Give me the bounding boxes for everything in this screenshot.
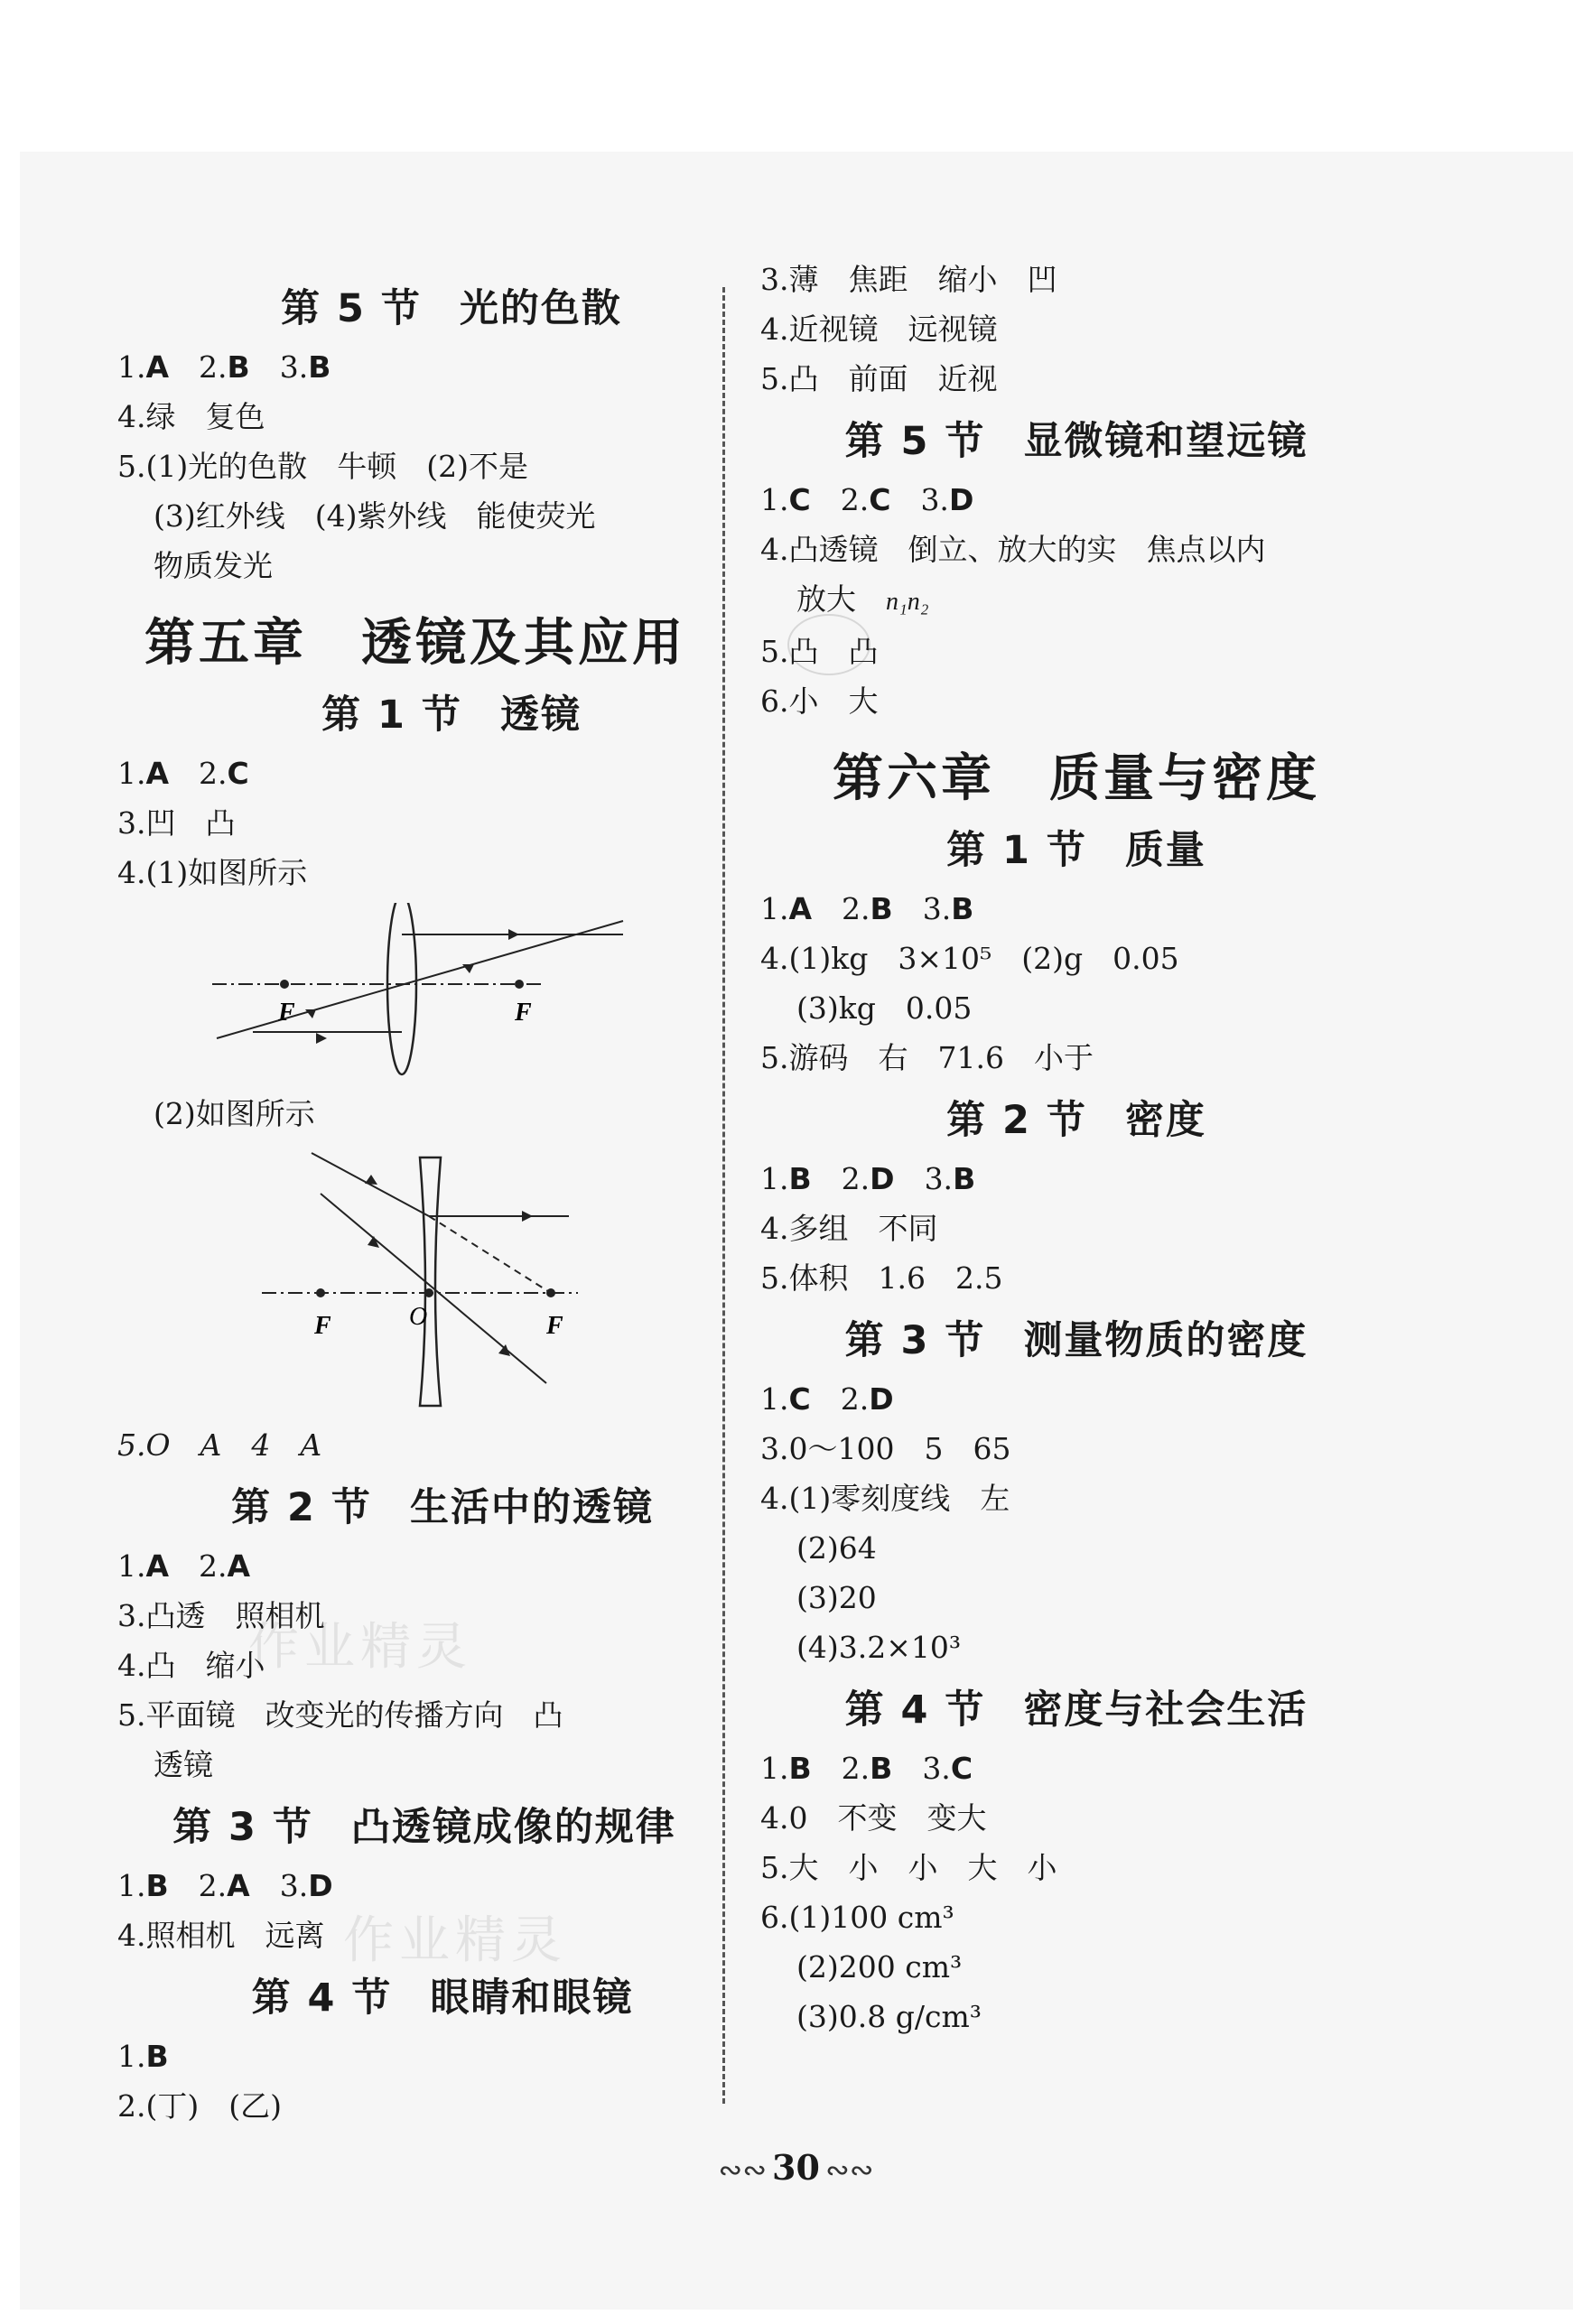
answer-line: 1.B 2.B 3.C <box>760 1751 973 1786</box>
answer-line: 4.绿 复色 <box>117 399 265 434</box>
answer-line: 3.0～100 5 65 <box>760 1431 1011 1466</box>
section-heading <box>117 1477 713 1532</box>
arrow-icon <box>305 1009 316 1018</box>
focal-label: F <box>546 1312 563 1340</box>
answer-line: 1.A 2.B 3.B <box>760 891 974 926</box>
section-number: 第 4 节 <box>251 1975 393 2021</box>
answer-line: 4.(1)kg 3×10⁵ (2)g 0.05 <box>760 941 1179 976</box>
section-title: 显微镜和望远镜 <box>1023 419 1308 464</box>
chapter-number: 第六章 <box>833 748 995 808</box>
answer-line: (2)64 <box>796 1530 877 1566</box>
section-heading <box>117 1797 713 1852</box>
answer-line: 6.(1)100 cm³ <box>760 1900 954 1935</box>
answer-line <box>760 574 1392 627</box>
answer-line: 4.(1)零刻度线 左 <box>760 1481 1010 1516</box>
light-ray <box>321 1194 546 1383</box>
ornament-icon: ∾∾ <box>824 2152 874 2187</box>
answer-line: 4.(1)如图所示 <box>117 855 308 890</box>
answer-line: (2)如图所示 <box>154 1096 315 1131</box>
answer-line: 3.凹 凸 <box>117 805 236 841</box>
answer-line: (3)红外线 (4)紫外线 能使荧光 <box>154 498 596 534</box>
answer-line: (3)kg 0.05 <box>796 990 973 1026</box>
chapter-number: 第五章 <box>144 613 307 673</box>
answer-line: 透镜 <box>154 1747 213 1782</box>
page-footer <box>0 2147 1592 2188</box>
section-number: 第 2 节 <box>946 1098 1087 1143</box>
section-title: 凸透镜成像的规律 <box>350 1805 676 1850</box>
section-heading <box>760 1310 1392 1365</box>
answer-line: 4.凸 缩小 <box>117 1648 265 1683</box>
focal-point <box>515 980 524 989</box>
section-title: 透镜 <box>499 693 582 738</box>
answer-line: 5.大 小 小 大 小 <box>760 1850 1057 1885</box>
answer-line: 5.O A 4 A <box>117 1427 322 1463</box>
section-heading <box>117 1967 713 2022</box>
answer-line: (4)3.2×10³ <box>796 1630 962 1665</box>
page-number: 30 <box>772 2147 820 2188</box>
answer-line: 1.B 2.D 3.B <box>760 1161 976 1196</box>
section-number: 第 5 节 <box>844 419 986 464</box>
chapter-title: 透镜及其应用 <box>361 613 686 673</box>
arrow-icon <box>522 1211 533 1222</box>
extension-line <box>429 1216 551 1293</box>
answer-line: 物质发光 <box>154 548 273 583</box>
section-heading <box>117 684 713 739</box>
answer-line: (2)200 cm³ <box>796 1949 963 1985</box>
concave-lens <box>420 1157 441 1406</box>
chapter-heading <box>760 739 1392 811</box>
answer-line: 1.A 2.C <box>117 756 249 791</box>
right-column <box>760 262 1392 2041</box>
arrow-icon <box>508 929 519 940</box>
section-number: 第 2 节 <box>231 1485 372 1530</box>
answer-line: 5.游码 右 71.6 小于 <box>760 1040 1094 1075</box>
focal-label: F <box>515 999 532 1027</box>
answer-line: 1.B <box>117 2039 169 2074</box>
answer-line: 4.多组 不同 <box>760 1211 938 1246</box>
section-title: 密度与社会生活 <box>1023 1687 1308 1733</box>
chapter-heading <box>117 603 713 675</box>
focal-point <box>280 980 289 989</box>
section-title: 眼睛和眼镜 <box>430 1975 634 2021</box>
answer-line: 5.凸 凸 <box>760 634 879 669</box>
focal-label: F <box>278 999 295 1027</box>
answer-line: 1.B 2.A 3.D <box>117 1868 333 1903</box>
answer-line: 4.照相机 远离 <box>117 1918 325 1953</box>
light-ray <box>312 1153 429 1216</box>
answer-line: 3.凸透 照相机 <box>117 1598 325 1633</box>
section-number: 第 1 节 <box>321 693 462 738</box>
arrow-icon <box>462 964 474 973</box>
answer-line: 5.平面镜 改变光的传播方向 凸 <box>117 1697 563 1733</box>
optical-center <box>424 1288 433 1297</box>
focal-point <box>316 1288 325 1297</box>
origin-label: O <box>409 1303 428 1331</box>
answer-line: 1.A 2.A <box>117 1548 251 1584</box>
answer-line: 1.A 2.B 3.B <box>117 349 331 385</box>
answer-line: 5.凸 前面 近视 <box>760 361 998 396</box>
arrow-icon <box>316 1033 327 1044</box>
section-number: 第 5 节 <box>281 286 422 331</box>
watermark: 作业精灵 <box>343 1911 567 1970</box>
section-heading <box>117 278 713 333</box>
section-title: 密度 <box>1124 1098 1206 1143</box>
focal-point <box>546 1288 555 1297</box>
section-heading <box>760 1679 1392 1734</box>
section-number: 第 3 节 <box>172 1805 313 1850</box>
section-title: 质量 <box>1124 828 1206 873</box>
section-title: 测量物质的密度 <box>1023 1318 1308 1363</box>
answer-line: (3)20 <box>796 1580 877 1615</box>
answer-line: 1.C 2.C 3.D <box>760 482 974 517</box>
answer-line: (3)0.8 g/cm³ <box>796 1999 982 2034</box>
answer-line: 5.体积 1.6 2.5 <box>760 1260 1003 1296</box>
section-title: 生活中的透镜 <box>409 1485 654 1530</box>
section-heading <box>760 411 1392 466</box>
answer-line: 3.薄 焦距 缩小 凹 <box>760 262 1057 297</box>
ornament-icon: ∾∾ <box>718 2152 768 2187</box>
section-heading <box>760 820 1392 875</box>
section-heading <box>760 1090 1392 1145</box>
section-number: 第 4 节 <box>844 1687 986 1733</box>
answer-line: 6.小 大 <box>760 683 879 719</box>
answer-line: 2.(丁) (乙) <box>117 2088 282 2124</box>
section-number: 第 1 节 <box>946 828 1087 873</box>
section-title: 光的色散 <box>459 286 622 331</box>
arrow-icon <box>365 1175 377 1185</box>
answer-line: 4.近视镜 远视镜 <box>760 311 998 347</box>
answer-line: 4.0 不变 变大 <box>760 1800 987 1836</box>
answer-line: 1.C 2.D <box>760 1381 894 1417</box>
concave-lens-diagram <box>117 1144 677 1415</box>
convex-lens-diagram <box>117 903 677 1083</box>
math-text: n₁n₂ <box>886 588 929 616</box>
column-divider <box>722 287 725 2104</box>
chapter-title: 质量与密度 <box>1049 748 1320 808</box>
watermark: 作业精灵 <box>248 1618 472 1677</box>
focal-label: F <box>314 1312 331 1340</box>
answer-line: 5.(1)光的色散 牛顿 (2)不是 <box>117 449 528 484</box>
left-column <box>117 271 713 2131</box>
section-number: 第 3 节 <box>844 1318 986 1363</box>
answer-line: 4.凸透镜 倒立、放大的实 焦点以内 <box>760 532 1266 567</box>
answer-text: 放大 <box>796 581 856 617</box>
